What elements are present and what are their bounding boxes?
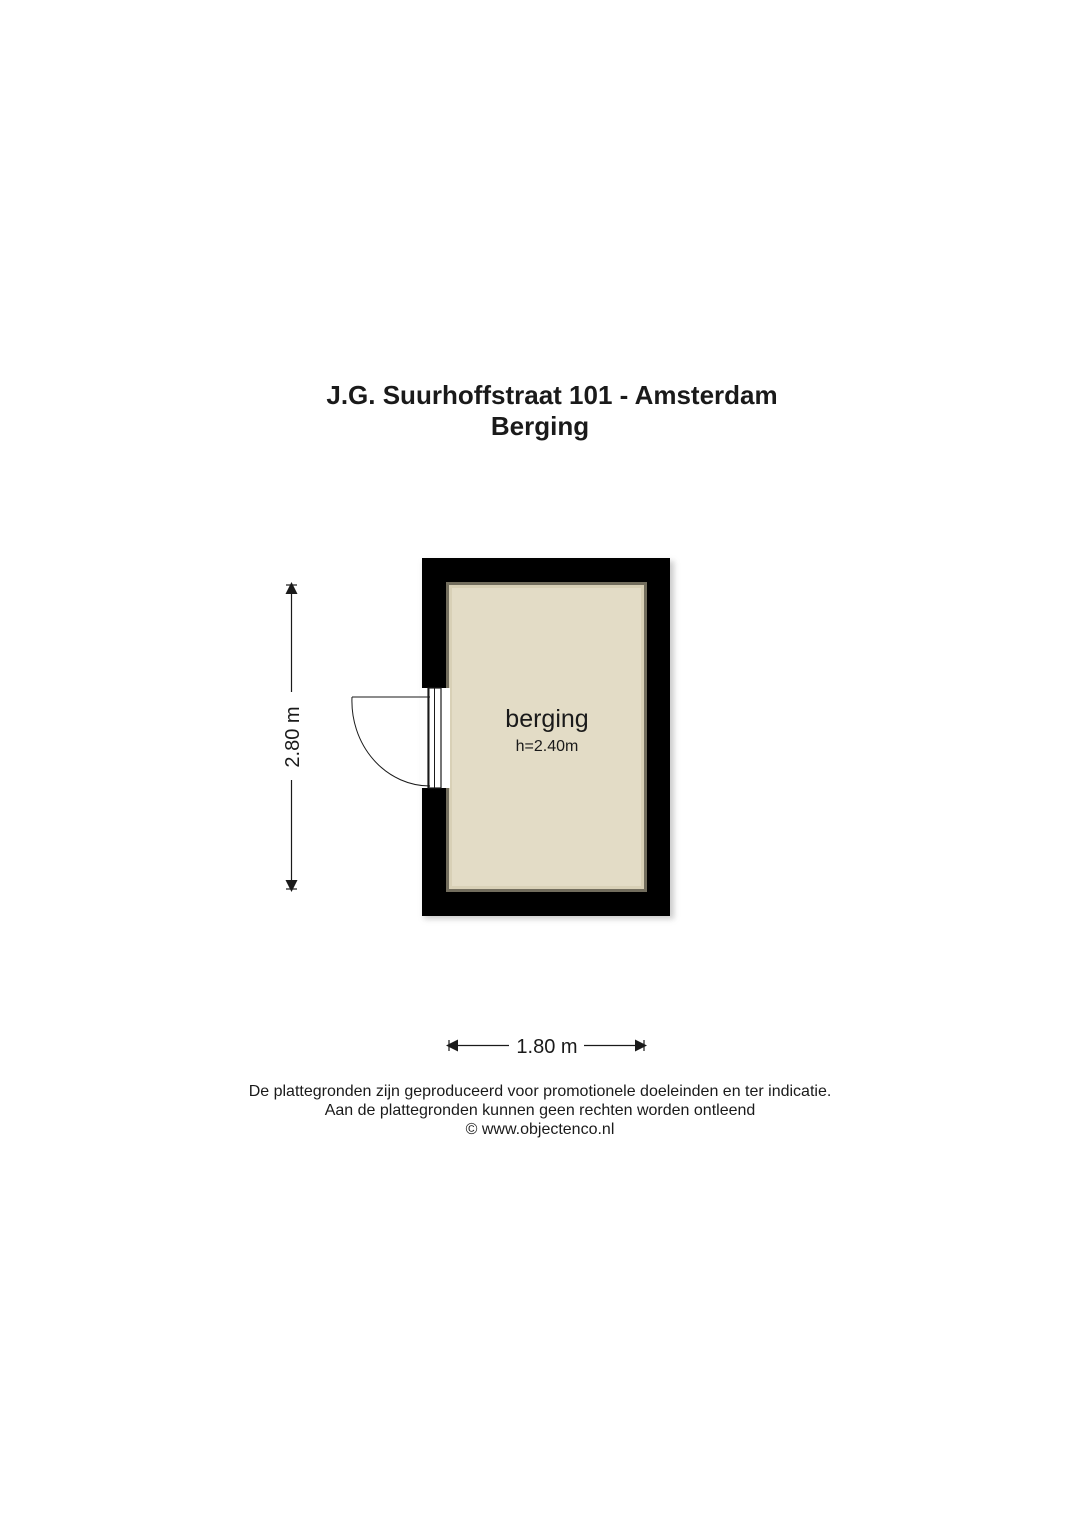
vertical-dimension <box>282 585 304 889</box>
horizontal-dimension-label: 1.80 m <box>516 1036 578 1058</box>
plan-address-title: J.G. Suurhoffstraat 101 - Amsterdam <box>326 380 778 410</box>
door-swing-arc <box>352 697 430 786</box>
room-height-label: h=2.40m <box>515 738 579 755</box>
disclaimer-line-1: De plattegronden zijn geproduceerd voor promotionele doeleinden en ter indicatie. <box>248 1083 832 1100</box>
disclaimer-footer <box>0 1082 1080 1139</box>
room-name-label: berging <box>505 705 589 733</box>
room-floor <box>449 585 644 889</box>
horizontal-dimension <box>449 1036 644 1058</box>
plan-floor-title: Berging <box>490 411 590 441</box>
copyright-line: © www.objectenco.nl <box>465 1121 615 1138</box>
disclaimer-line-2: Aan de plattegronden kunnen geen rechten worden ontleend <box>324 1102 756 1119</box>
door <box>352 688 450 788</box>
vertical-dimension-label: 2.80 m <box>282 706 304 768</box>
